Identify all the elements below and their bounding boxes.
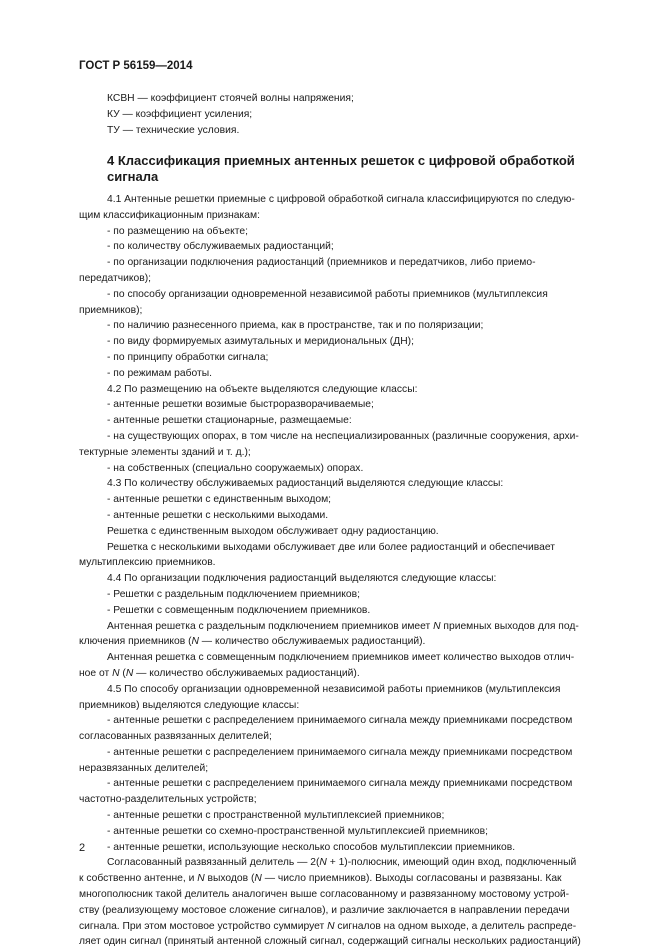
variable-n: N xyxy=(327,920,335,932)
list-item: - по размещению на объекте; xyxy=(107,225,248,237)
text-run: сигналов на одном выходе, а делитель распреде- xyxy=(334,920,577,932)
text-run: Согласованный развязанный делитель — 2( xyxy=(107,857,320,869)
text-line xyxy=(79,855,587,871)
list-item: - антенные решетки с единственным выходом; xyxy=(107,494,332,506)
text-line: неразвязанных делителей; xyxy=(79,762,209,774)
text-line: ству (реализующему мостовое сложение сигналов), и различие заключается в направлении передачи xyxy=(79,904,570,916)
text-line: передатчиков); xyxy=(79,272,151,284)
text-line: 4.1 Антенные решетки приемные с цифровой обработкой сигнала классифицируются по следую- xyxy=(107,194,575,205)
text-line: Решетка с несколькими выходами обслуживает две или более радиостанций и обеспечивает xyxy=(107,541,555,553)
text-line: частотно-разделительных устройств; xyxy=(79,794,257,806)
text-line: тектурные элементы зданий и т. д.); xyxy=(79,446,251,458)
list-item: - по наличию разнесенного приема, как в пространстве, так и по поляризации; xyxy=(107,320,484,332)
list-item: - антенные решетки с распределением принимаемого сигнала между приемниками посредством xyxy=(107,715,573,727)
abbreviation-item: КСВН — коэффициент стоячей волны напряжения; xyxy=(107,93,354,104)
text-run: ключения приемников ( xyxy=(79,636,192,648)
list-item: - антенные решетки с несколькими выходами. xyxy=(107,509,329,521)
list-item: - антенные решетки с распределением принимаемого сигнала между приемниками посредством xyxy=(107,746,573,758)
variable-n: N xyxy=(197,873,205,885)
text-line: ляет один сигнал (принятый антенной сложный сигнал, содержащий сигналы нескольких радиостанций) xyxy=(79,936,581,948)
text-line: приемников); xyxy=(79,304,143,316)
list-item: - Решетки с совмещенным подключением приемников. xyxy=(107,604,371,616)
page-number: 2 xyxy=(79,842,86,854)
text-line: 4.5 По способу организации одновременной независимой работы приемников (мультиплексия xyxy=(107,683,561,695)
list-item: - по способу организации одновременной независимой работы приемников (мультиплексия xyxy=(107,288,548,300)
text-run: ( xyxy=(119,667,126,679)
variable-n: N xyxy=(319,857,327,869)
text-run: — количество обслуживаемых радиостанций). xyxy=(133,667,360,679)
variable-n: N xyxy=(125,667,134,679)
abbreviation-item: КУ — коэффициент усиления; xyxy=(107,108,253,120)
abbreviation-item: ТУ — технические условия. xyxy=(107,124,240,136)
list-item: - антенные решетки стационарные, размещаемые: xyxy=(107,415,352,427)
text-line: щим классификационным признакам: xyxy=(79,209,260,221)
text-run: к собственно антенне, и xyxy=(79,873,198,885)
text-line: Решетка с единственным выходом обслуживает одну радиостанцию. xyxy=(107,525,439,537)
text-run: — число приемников). Выходы согласованы и развязаны. Как xyxy=(261,873,562,885)
text-line: приемников) выделяются следующие классы: xyxy=(79,699,300,711)
list-item: - антенные решетки с пространственной мультиплексией приемников; xyxy=(107,810,445,822)
text-line: мультиплексию приемников. xyxy=(79,557,216,569)
list-item: - по принципу обработки сигнала; xyxy=(107,351,269,363)
text-line: 4.3 По количеству обслуживаемых радиостанций выделяются следующие классы: xyxy=(107,478,504,490)
text-line xyxy=(79,634,587,650)
text-run: — количество обслуживаемых радиостанций). xyxy=(198,636,426,648)
list-item: - антенные решетки возимые быстроразворачиваемые; xyxy=(107,399,374,411)
list-item: - антенные решетки с распределением принимаемого сигнала между приемниками посредством xyxy=(107,778,573,790)
text-line xyxy=(79,871,587,887)
variable-n: N xyxy=(191,636,199,648)
text-line: многополюсник такой делитель аналогичен выше согласованному и развязанному мостовому устрой- xyxy=(79,889,570,901)
text-run: приемных выходов для под- xyxy=(440,620,579,632)
text-run: сигнала. При этом мостовое устройство суммирует xyxy=(79,920,328,932)
section-heading: 4 Классификация приемных антенных решеток с цифровой обработкой сигнала xyxy=(107,153,575,184)
text-line: 4.4 По организации подключения радиостанций выделяются следующие классы: xyxy=(107,573,497,585)
variable-n: N xyxy=(433,620,441,632)
text-run: Антенная решетка с раздельным подключением приемников имеет xyxy=(107,620,434,632)
text-line: 4.2 По размещению на объекте выделяются следующие классы: xyxy=(107,383,418,395)
list-item: - по количеству обслуживаемых радиостанций; xyxy=(107,241,334,253)
list-item: - Решетки с раздельным подключением приемников; xyxy=(107,588,360,600)
list-item: - антенные решетки со схемно-пространственной мультиплексией приемников; xyxy=(107,825,488,837)
text-run: ное от xyxy=(79,667,113,679)
text-line xyxy=(79,919,587,935)
document-header: ГОСТ Р 56159—2014 xyxy=(79,60,193,72)
list-item: - по организации подключения радиостанций (приемников и передатчиков, либо приемо- xyxy=(107,257,536,269)
list-item: - по режимам работы. xyxy=(107,367,213,379)
variable-n: N xyxy=(254,873,262,885)
text-line: согласованных развязанных делителей; xyxy=(79,731,272,743)
variable-n: N xyxy=(112,667,120,679)
text-run: + 1)-полюсник, имеющий один вход, подключенный xyxy=(326,857,577,869)
list-item: - по виду формируемых азимутальных и меридиональных (ДН); xyxy=(107,336,414,348)
abbreviation-list xyxy=(107,91,354,138)
text-line xyxy=(79,619,587,635)
list-item: - антенные решетки, использующие несколько способов мультиплексии приемников. xyxy=(107,841,516,853)
list-item: - на существующих опорах, в том числе на неспециализированных (различные сооружения, архи- xyxy=(107,430,579,442)
text-run: выходов ( xyxy=(204,873,255,885)
text-line: Антенная решетка с совмещенным подключением приемников имеет количество выходов отлич- xyxy=(107,652,575,664)
body-text xyxy=(79,192,587,950)
text-line xyxy=(79,666,587,682)
list-item: - на собственных (специально сооружаемых) опорах. xyxy=(107,462,364,474)
